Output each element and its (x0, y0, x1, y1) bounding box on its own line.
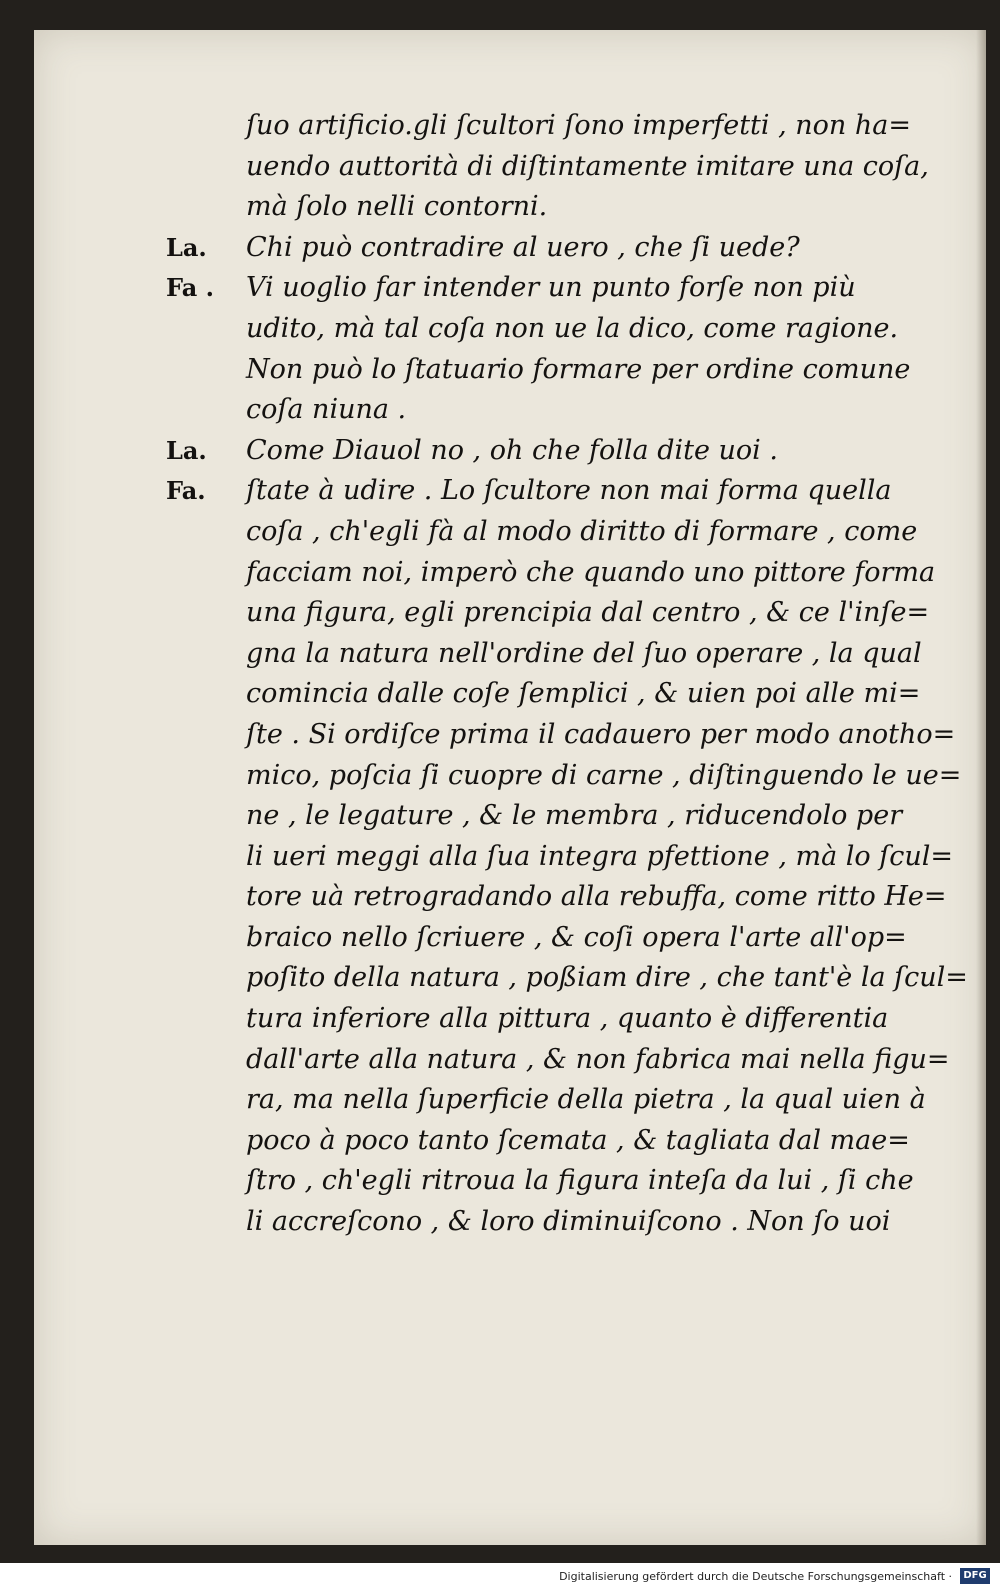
book-page (34, 30, 986, 1545)
speaker-label: La. (166, 435, 207, 465)
text-line: tura inferiore alla pittura , quanto è differentia (246, 1003, 889, 1035)
text-line: Come Diauol no , oh che folla dite uoi . (246, 434, 778, 466)
text-line: dall'arte alla natura , & non fabrica mai nella figu= (246, 1043, 950, 1075)
text-line: coſa niuna . (246, 394, 407, 426)
text-line: uendo auttorità di diſtintamente imitare una coſa, (246, 150, 929, 182)
text-line: gna la natura nell'ordine del ſuo operare , la qual (246, 637, 922, 669)
text-line: facciam noi, imperò che quando uno pittore forma (246, 556, 936, 588)
text-line: coſa , ch'egli fà al modo diritto di formare , come (246, 515, 918, 547)
text-line: mà ſolo nelli contorni. (246, 191, 548, 223)
text-line: ſtro , ch'egli ritroua la figura inteſa da lui , ſi che (246, 1165, 914, 1197)
text-line: comincia dalle coſe ſemplici , & uien poi alle mi= (246, 678, 921, 710)
dialogue-entry-la-1 (166, 228, 976, 269)
speaker-label: La. (166, 232, 207, 262)
speaker-label: Fa. (166, 476, 206, 506)
text-line: tore uà retrogradando alla rebuffa, come ritto He= (246, 881, 947, 913)
dialogue-entry-fa-1 (166, 268, 976, 430)
digitization-footer (0, 1563, 1000, 1591)
text-line: li ueri meggi alla ſua integra pfettione , mà lo ſcul= (246, 840, 954, 872)
text-line: braico nello ſcriuere , & coſi opera l'arte all'op= (246, 921, 907, 953)
text-line: poſito della natura , poßiam dire , che tant'è la ſcul= (246, 962, 968, 994)
dfg-logo: DFG (960, 1568, 990, 1584)
text-line: poco à poco tanto ſcemata , & tagliata dal mae= (246, 1124, 910, 1156)
page-edge-shadow (976, 30, 986, 1545)
funding-credit: Digitalisierung gefördert durch die Deutsche Forschungsgemeinschaft · (559, 1570, 952, 1583)
dialogue-entry-fa-2 (166, 471, 976, 1242)
text-line: ſtate à udire . Lo ſcultore non mai forma quella (246, 475, 892, 507)
text-line: ſuo artificio.gli ſcultori ſono imperfetti , non ha= (246, 110, 912, 141)
text-line: li accreſcono , & loro diminuiſcono . Non ſo uoi (246, 1206, 891, 1238)
dialogue-entry-la-2 (166, 431, 976, 472)
text-line: Chi può contradire al uero , che ſi uede? (246, 231, 800, 263)
text-line: mico, poſcia ſi cuopre di carne , diſtinguendo le ue= (246, 759, 962, 791)
text-line: Non può lo ſtatuario formare per ordine comune (246, 353, 911, 385)
text-line: ſte . Si ordiſce prima il cadauero per modo anotho= (246, 718, 956, 750)
page-text (166, 106, 976, 1243)
opening-paragraph (206, 106, 976, 228)
text-line: udito, mà tal coſa non ue la dico, come ragione. (246, 312, 899, 344)
text-line: ne , le legature , & le membra , riducendolo per (246, 800, 903, 832)
text-line: Vi uoglio far intender un punto forſe non più (246, 272, 856, 304)
text-line: una figura, egli prencipia dal centro , & ce l'inſe= (246, 597, 930, 629)
text-line: ra, ma nella ſuperficie della pietra , la qual uien à (246, 1084, 926, 1116)
speaker-label: Fa . (166, 273, 214, 303)
